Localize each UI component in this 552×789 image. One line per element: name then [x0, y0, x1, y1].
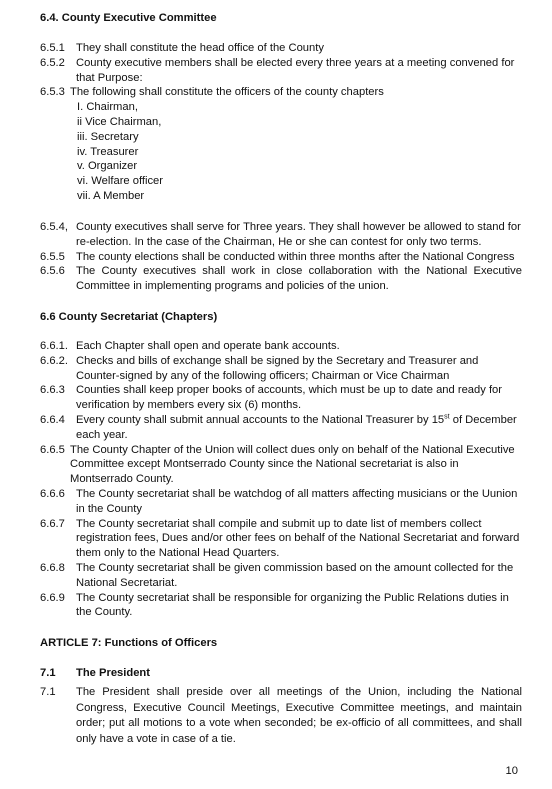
item-text: The County secretariat shall be given commission based on the amount collected for the National Secretariat. [76, 561, 514, 589]
section-6-4-heading: 6.4. County Executive Committee [40, 12, 217, 24]
item-number: 6.5.6 [40, 265, 65, 278]
article-7-subheading [40, 666, 522, 681]
officer-item: iv. Treasurer [77, 145, 139, 158]
list-item [40, 220, 522, 250]
list-item [40, 517, 522, 561]
item-number: 6.6.5 [40, 443, 65, 456]
list-item [40, 85, 522, 100]
list-item [40, 413, 522, 443]
officer-item: I. Chairman, [77, 101, 138, 114]
section-6-6-list [40, 339, 522, 620]
article-7-body [40, 685, 522, 747]
officer-item: ii Vice Chairman, [77, 115, 162, 128]
list-item [40, 443, 522, 487]
item-number: 6.6.7 [40, 517, 65, 530]
item-text-part: of December each year. [76, 413, 517, 441]
subheading-number: 7.1 [40, 667, 56, 679]
item-number: 6.5.2 [40, 56, 65, 69]
list-item [40, 41, 522, 56]
section-6-4-list [40, 41, 522, 204]
item-number: 6.5.4, [40, 221, 68, 233]
list-item [40, 56, 522, 86]
item-text: The following shall constitute the officers of the county chapters [70, 86, 384, 99]
item-text: The county elections shall be conducted within three months after the National Congress [76, 250, 515, 263]
item-text: Checks and bills of exchange shall be signed by the Secretary and Treasurer and Counter-signed by any of the following officers; Chairman or Vice Chairman [76, 354, 479, 382]
list-item [40, 354, 522, 384]
section-6-6-heading: 6.6 County Secretariat (Chapters) [40, 311, 218, 323]
subheading-text: The President [76, 667, 150, 679]
item-number: 6.6.9 [40, 591, 65, 604]
subheading-row [40, 666, 522, 681]
item-number: 6.5.3 [40, 86, 65, 99]
officer-item: vi. Welfare officer [77, 175, 164, 188]
list-item [40, 383, 522, 413]
item-number: 6.6.3 [40, 384, 65, 397]
officer-item: v. Organizer [77, 160, 138, 173]
item-text: The County secretariat shall be responsible for organizing the Public Relations duties in the County. [76, 591, 509, 619]
item-text: The County secretariat shall compile and submit up to date list of members collect registration fees, Dues and/or other fees on behalf of the National Secretariat and forward them only to the National Head Quarters. [76, 517, 520, 560]
item-text: Each Chapter shall open and operate bank accounts. [76, 340, 340, 352]
officer-item: iii. Secretary [77, 130, 139, 143]
list-item [40, 591, 522, 621]
officers-list [40, 100, 522, 204]
item-text: The County secretariat shall be watchdog of all matters affecting musicians or the Uunion in the County [76, 487, 518, 515]
item-number: 6.6.1. [40, 340, 68, 352]
ordinal-suffix: st [444, 413, 450, 421]
item-text-part: Every county shall submit annual accounts to the National Treasurer by 15 [76, 413, 445, 426]
item-number: 6.6.6 [40, 487, 65, 500]
section-6-4-list-b [40, 220, 522, 294]
list-item [40, 487, 522, 517]
item-text: County executives shall serve for Three years. They shall however be allowed to stand for re-election. In the case of the Chairman, He or she can contest for only two terms. [76, 221, 521, 248]
item-text [76, 413, 522, 443]
item-number: 6.6.2. [40, 354, 68, 367]
item-number: 6.5.5 [40, 250, 65, 263]
item-number: 7.1 [40, 686, 56, 698]
page-number: 10 [505, 765, 518, 777]
item-text: The County Chapter of the Union will collect dues only on behalf of the National Executive Committee except Montserrado County since the National secretariat is also in Montserrado County. [70, 443, 515, 486]
item-number: 6.6.8 [40, 561, 65, 574]
list-item [40, 264, 522, 294]
item-text: The County executives shall work in close collaboration with the National Executive Committee in implementing programs and policies of the union. [76, 265, 522, 293]
item-number: 6.5.1 [40, 42, 65, 54]
list-item [40, 561, 522, 591]
item-number: 6.6.4 [40, 413, 65, 426]
item-text: They shall constitute the head office of the County [76, 42, 324, 54]
list-item [40, 339, 522, 354]
item-text: Counties shall keep proper books of accounts, which must be up to date and ready for verification by members every six (6) months. [76, 384, 502, 412]
officer-item: vii. A Member [77, 189, 145, 202]
item-text: The President shall preside over all meetings of the Union, including the National Congress, Executive Council Meetings, Executive Committee meetings, and maintain order; put all motions to a vote when seconded; be ex-officio of all committees, and shall only have a vote in case of a tie. [76, 686, 522, 745]
list-item [40, 685, 522, 747]
article-7-heading: ARTICLE 7: Functions of Officers [40, 637, 218, 649]
item-text: County executive members shall be elected every three years at a meeting convened for that Purpose: [76, 56, 515, 84]
list-item [40, 250, 522, 265]
